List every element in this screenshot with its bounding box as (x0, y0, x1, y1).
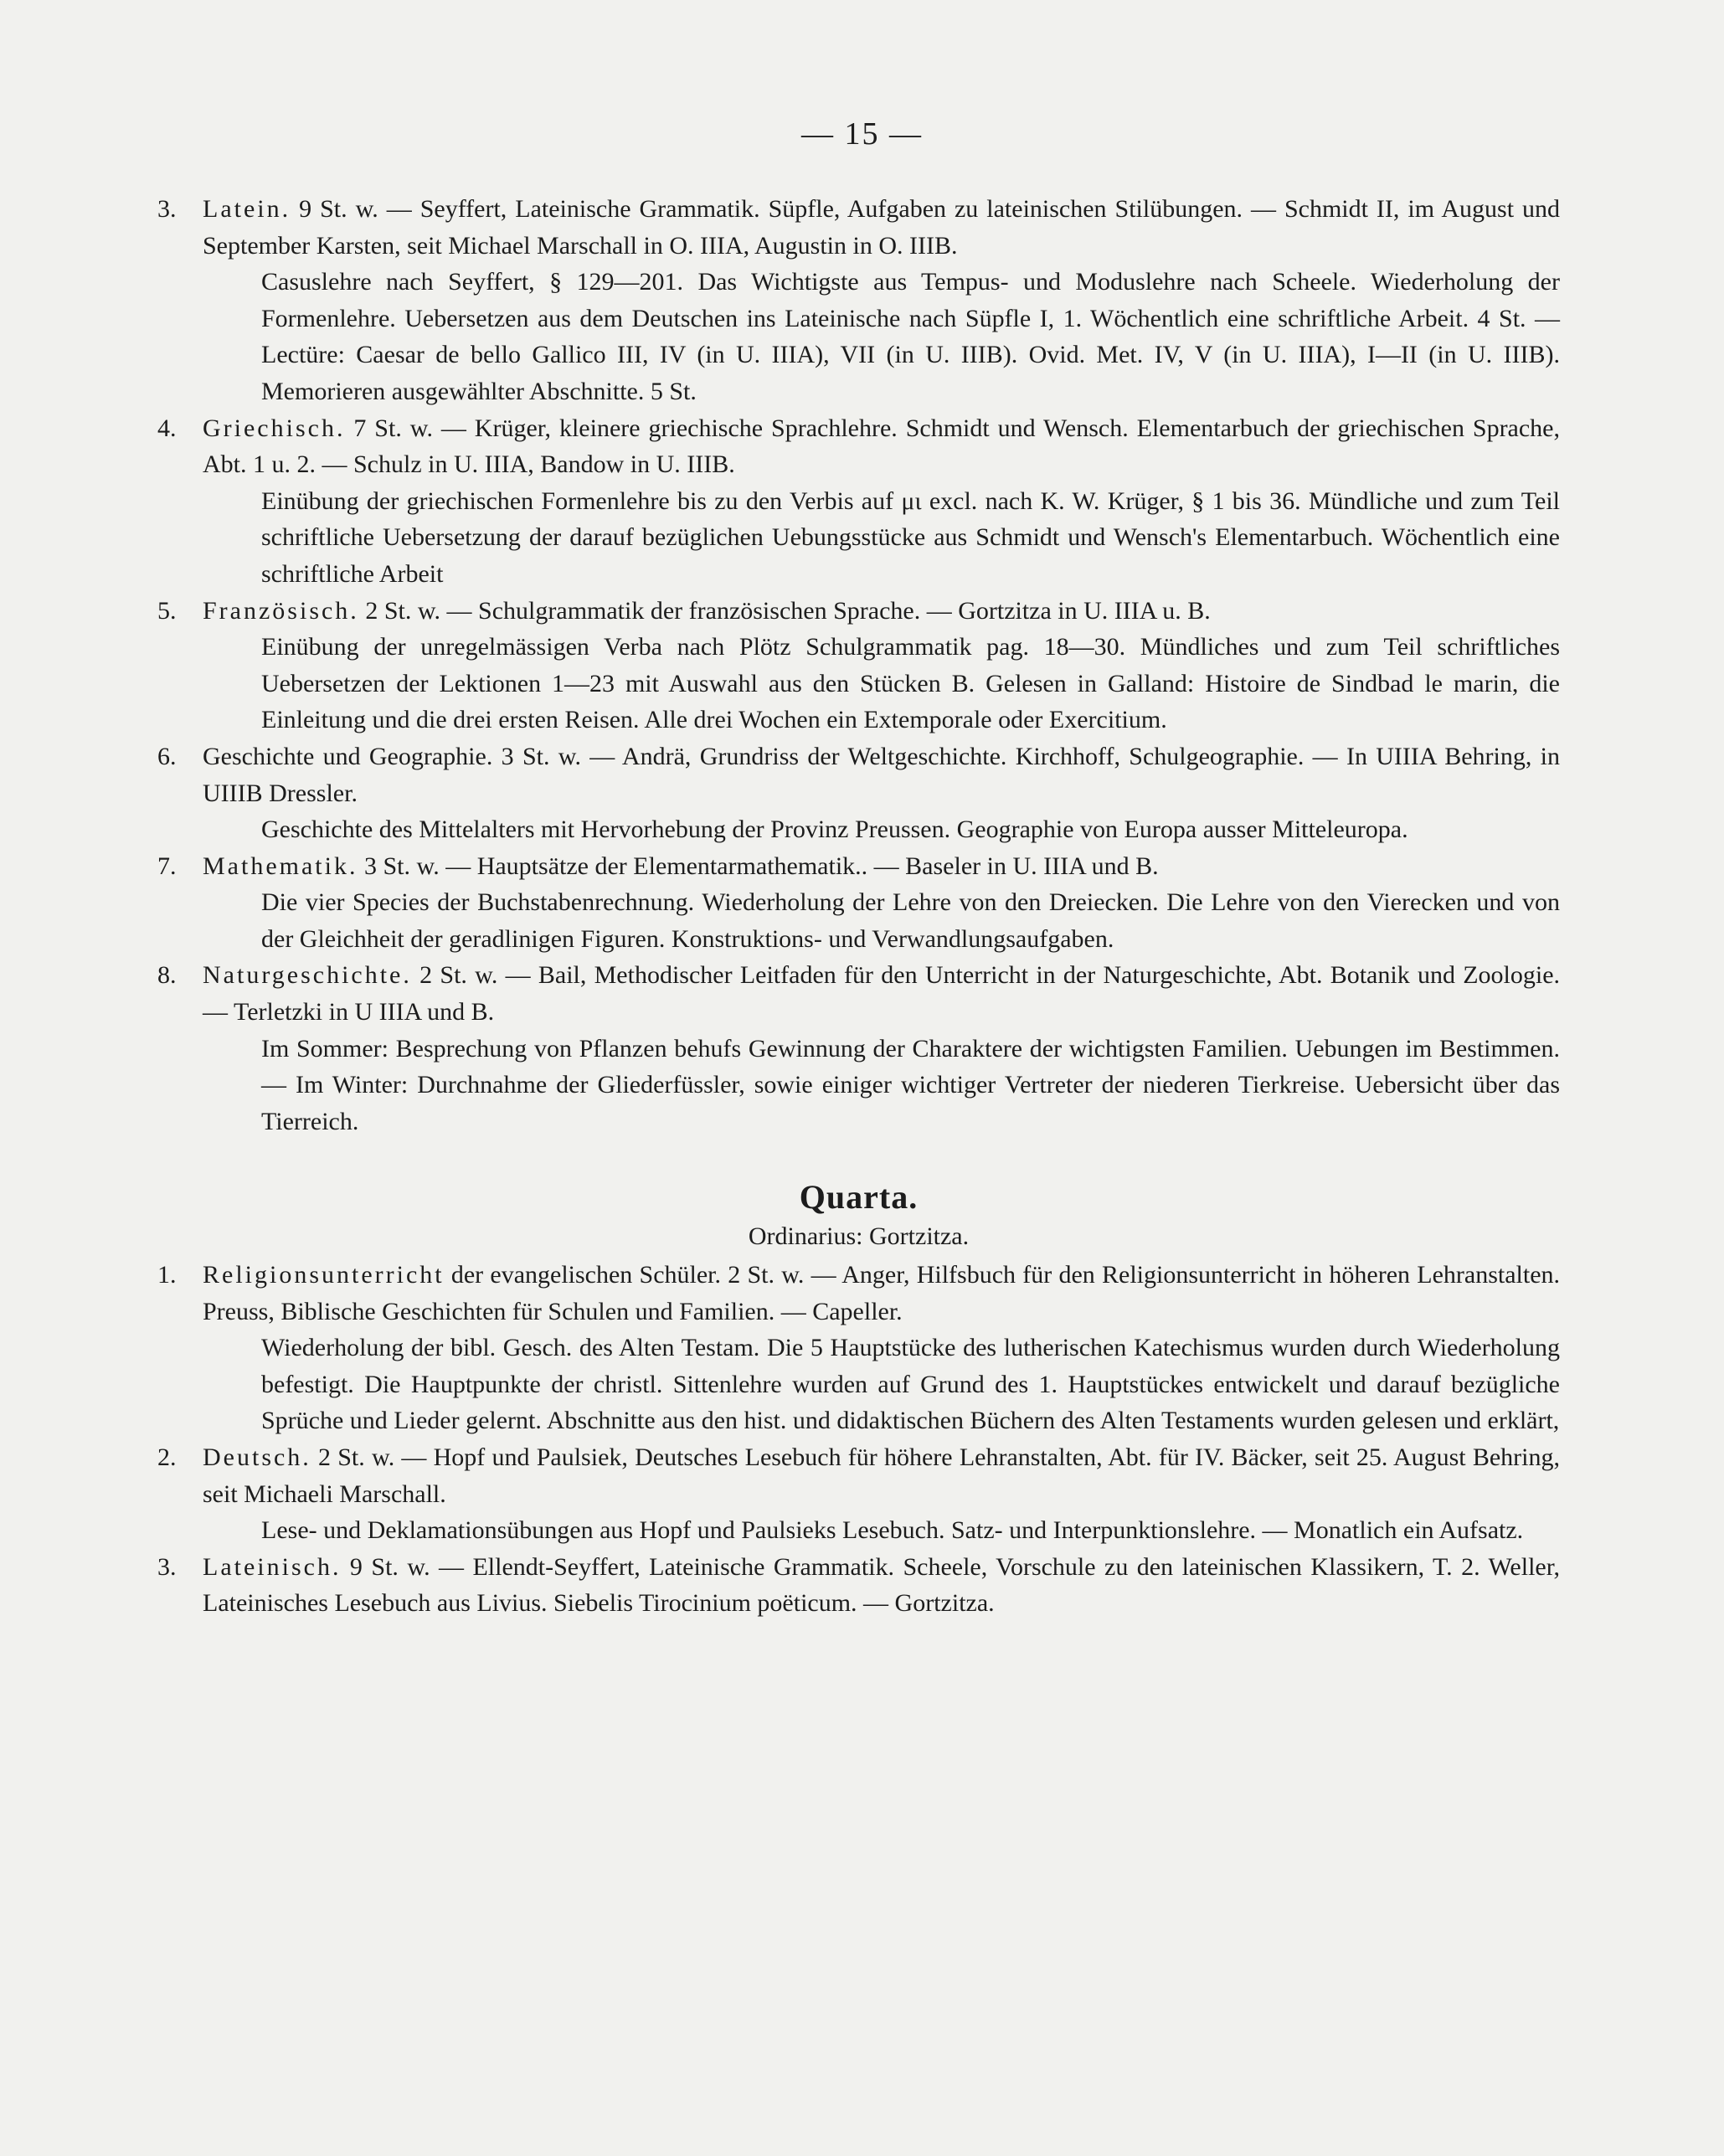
item-number: 5. (157, 596, 177, 625)
subject-name: Religionsunterricht (203, 1261, 445, 1289)
item-header (203, 1549, 1560, 1622)
item-header-text: 2 St. w. — Bail, Methodischer Leitfaden für den Unterricht in der Naturgeschichte, Abt. Botanik und Zoologie. — Terletzki in U IIIA und B. (203, 961, 1561, 1027)
item-body: Einübung der unregelmässigen Verba nach Plötz Schulgrammatik pag. 18—30. Mündliches und zum Teil schriftliches Uebersetzen der Lektionen 1—23 mit Auswahl aus den Stücken B. Gelesen in Galland: Histoire de Sindbad le marin, die Einleitung und die drei ersten Reisen. Alle drei Wochen ein Extemporale oder Exercitium. (261, 633, 1560, 734)
list-item (157, 593, 1560, 738)
item-body: Geschichte des Mittelalters mit Hervorhebung der Provinz Preussen. Geographie von Europa ausser Mitteleuropa. (261, 816, 1408, 844)
item-header-text: 2 St. w. — Hopf und Paulsiek, Deutsches Lesebuch für höhere Lehranstalten, Abt. für IV. Bäcker, seit 25. August Behring, seit Michaeli Marschall. (203, 1443, 1560, 1508)
item-body: Casuslehre nach Seyffert, § 129—201. Das Wichtigste aus Tempus- und Moduslehre nach Scheele. Wiederholung der Formenlehre. Uebersetzen aus dem Deutschen ins Lateinische nach Süpfle I, 1. Wöchentlich eine schriftliche Arbeit. 4 St. — Lectüre: Caesar de bello Gallico III, IV (in U. IIIA), VII (in U. IIIB). Ovid. Met. IV, V (in U. IIIA), I—II (in U. IIIB). Memorieren ausgewählter Abschnitte. 5 St. (261, 268, 1560, 405)
page-content (157, 191, 1560, 1622)
item-body: Einübung der griechischen Formenlehre bis zu den Verbis auf μι excl. nach K. W. Krüger, § 1 bis 36. Mündliche und zum Teil schriftliche Uebersetzung der darauf bezüglichen Uebungsstücke aus Schmidt und Wensch's Elementarbuch. Wöchentlich eine schriftliche Arbeit (261, 486, 1560, 588)
list-item (157, 957, 1560, 1140)
item-header-text: 2 St. w. — Schulgrammatik der französischen Sprache. — Gortzitza in U. IIIA u. B. (365, 596, 1211, 625)
item-number: 1. (157, 1261, 177, 1289)
item-number: 6. (157, 742, 177, 770)
page-number: — 15 — (801, 116, 923, 152)
list-item (157, 191, 1560, 410)
list-item (157, 848, 1560, 958)
item-body: Wiederholung der bibl. Gesch. des Alten Testam. Die 5 Hauptstücke des lutherischen Katechismus wurden durch Wiederholung befestigt. Die Hauptpunkte der christl. Sittenlehre wurden auf Grund des 1. Hauptstückes entwickelt und darauf bezügliche Sprüche und Lieder gelernt. Abschnitte aus den hist. und didaktischen Büchern des Alten Testaments wurden gelesen und erklärt, (261, 1334, 1560, 1435)
item-header (203, 957, 1560, 1030)
item-header-text: der evangelischen Schüler. 2 St. w. — Anger, Hilfsbuch für den Religionsunterricht in höheren Lehranstalten. Preuss, Biblische Geschichten für Schulen und Familien. — Capeller. (203, 1261, 1561, 1325)
subject-name: Deutsch. (203, 1443, 311, 1471)
item-number: 8. (157, 961, 177, 990)
list-item (157, 738, 1560, 848)
item-header (203, 1439, 1560, 1512)
subject-name: Mathematik. (203, 852, 358, 880)
subject-name: Griechisch. (203, 414, 346, 442)
item-header-text: 3 St. w. — Andrä, Grundriss der Weltgeschichte. Kirchhoff, Schulgeographie. — In UIIIA Behring, in UIIIB Dressler. (203, 742, 1561, 807)
subject-name: Geschichte und Geographie. (203, 742, 493, 770)
list-item (157, 1257, 1560, 1439)
item-number: 7. (157, 852, 177, 880)
item-header (203, 738, 1560, 811)
subject-name: Naturgeschichte. (203, 961, 412, 990)
item-header (203, 410, 1560, 483)
list-item (157, 1439, 1560, 1549)
subject-name: Latein. (203, 195, 291, 223)
item-body: Die vier Species der Buchstabenrechnung. Wiederholung der Lehre von den Dreiecken. Die Lehre von den Vierecken und von der Gleichheit der geradlinigen Figuren. Konstruktions- und Verwandlungsaufgaben. (261, 888, 1560, 953)
subject-name: Lateinisch. (203, 1552, 342, 1581)
ordinarius-line: Ordinarius: Gortzitza. (748, 1222, 970, 1251)
item-number: 3. (157, 1552, 177, 1581)
item-header-text: 7 St. w. — Krüger, kleinere griechische Sprachlehre. Schmidt und Wensch. Elementarbuch der griechischen Sprache, Abt. 1 u. 2. — Schulz in U. IIIA, Bandow in U. IIIB. (203, 414, 1561, 479)
item-body: Im Sommer: Besprechung von Pflanzen behufs Gewinnung der Charaktere der wichtigsten Familien. Uebungen im Bestimmen. — Im Winter: Durchnahme der Gliederfüssler, sowie einiger wichtiger Vertreter der niederen Tierkreise. Uebersicht über das Tierreich. (261, 1034, 1560, 1135)
item-header-text: 9 St. w. — Seyffert, Lateinische Grammatik. Süpfle, Aufgaben zu lateinischen Stilübungen. — Schmidt II, im August und September Karsten, seit Michael Marschall in O. IIIA, Augustin in O. IIIB. (203, 195, 1560, 260)
item-number: 2. (157, 1443, 177, 1471)
item-header (203, 593, 1560, 630)
item-header-text: 9 St. w. — Ellendt-Seyffert, Lateinische Grammatik. Scheele, Vorschule zu den lateinischen Klassikern, T. 2. Weller, Lateinisches Lesebuch aus Livius. Siebelis Tirocinium poëticum. — Gortzitza. (203, 1552, 1561, 1618)
section-heading: Quarta. (799, 1178, 919, 1217)
item-number: 4. (157, 414, 177, 442)
list-item (157, 1549, 1560, 1622)
item-header (203, 848, 1560, 885)
item-header-text: 3 St. w. — Hauptsätze der Elementarmathematik.. — Baseler in U. IIIA und B. (363, 852, 1159, 880)
subject-name: Französisch. (203, 596, 359, 625)
item-header (203, 1257, 1560, 1330)
item-number: 3. (157, 195, 177, 223)
item-header (203, 191, 1560, 264)
item-body: Lese- und Deklamationsübungen aus Hopf und Paulsieks Lesebuch. Satz- und Interpunktionslehre. — Monatlich ein Aufsatz. (261, 1516, 1524, 1545)
list-item (157, 410, 1560, 593)
